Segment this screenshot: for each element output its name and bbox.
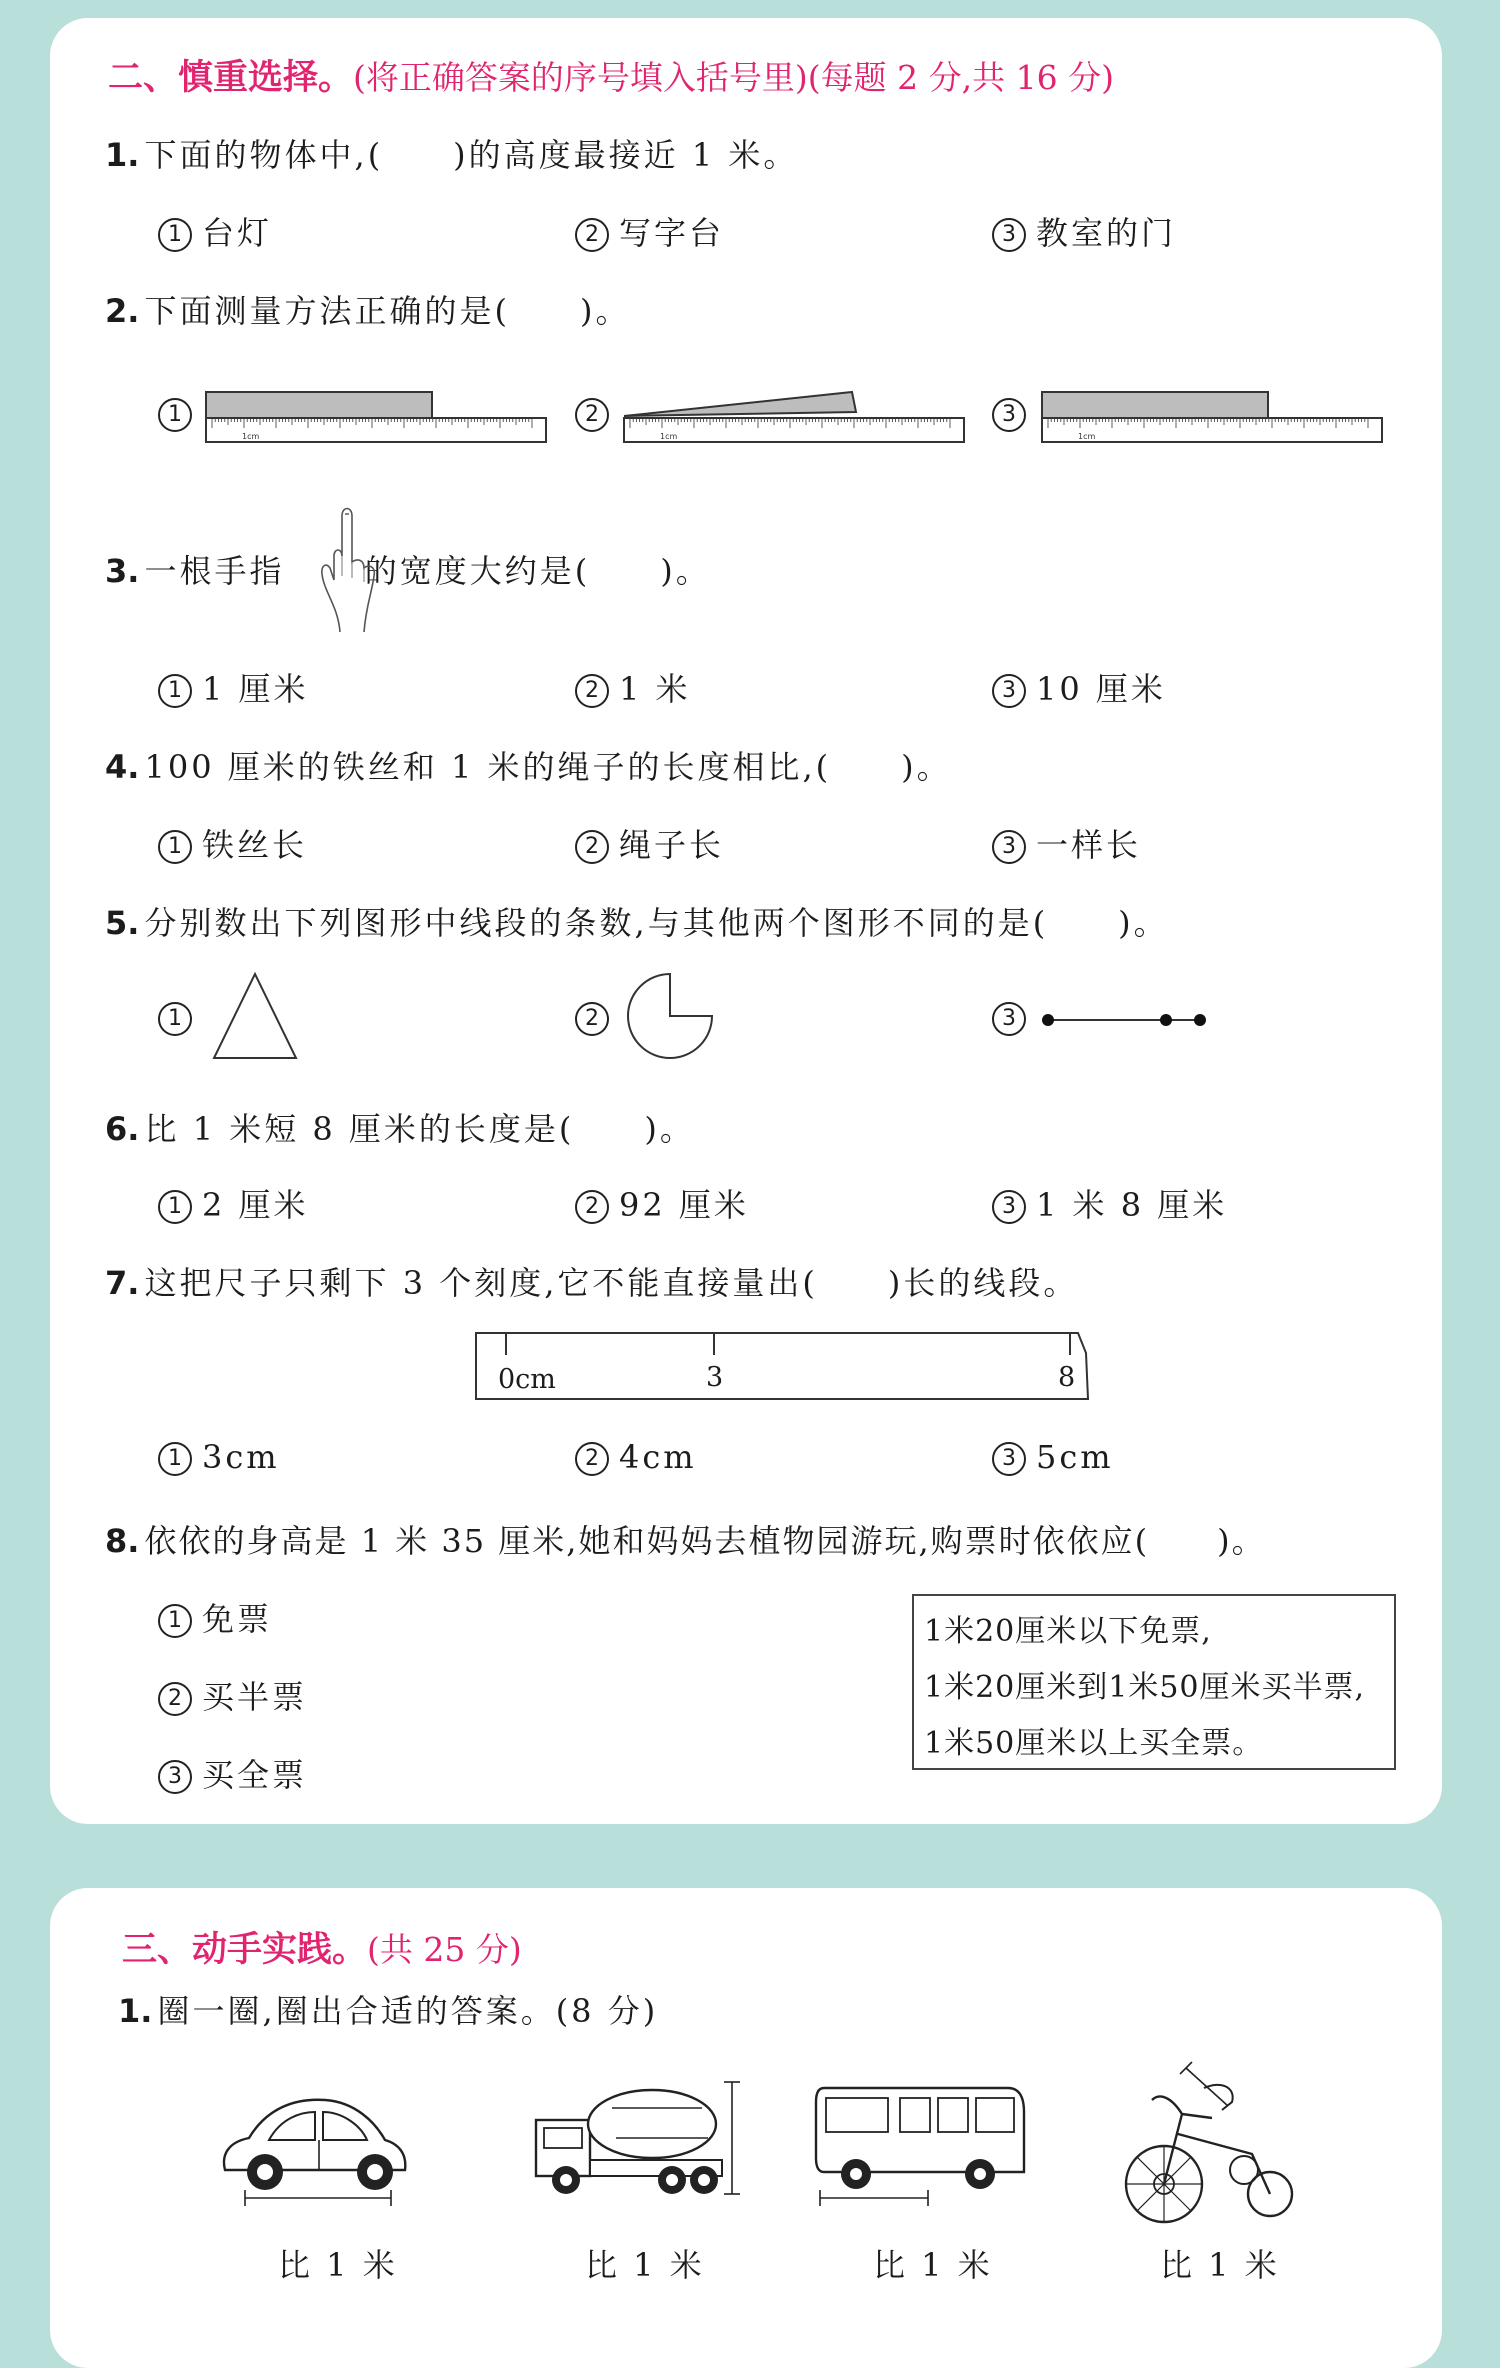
option-mark: 3	[992, 1190, 1026, 1224]
tricycle-icon	[1112, 2058, 1302, 2228]
option-mark: 2	[575, 830, 609, 864]
cement-truck-icon	[532, 2068, 744, 2208]
section-3-title	[122, 1922, 522, 1972]
q1-option-1[interactable]	[158, 208, 272, 254]
bus-icon	[808, 2068, 1030, 2208]
q1-option-2[interactable]	[575, 208, 724, 254]
segment-points-icon	[1040, 1010, 1210, 1030]
q8-option-2[interactable]	[158, 1672, 307, 1718]
measured-object	[624, 392, 856, 416]
question-number: 4.	[105, 748, 140, 786]
option-label: 5cm	[1036, 1438, 1114, 1476]
vehicle-label-car: 比 1 米	[278, 2246, 398, 2284]
question-text: 一根手指	[144, 552, 285, 590]
q4-option-2[interactable]	[575, 820, 724, 866]
question-number: 6.	[105, 1110, 140, 1148]
ruler-measure-3-icon	[1040, 388, 1390, 452]
option-mark: 3	[992, 218, 1026, 252]
ruler-measure-1-icon	[204, 388, 554, 452]
question-text: 下面的物体中,( )的高度最接近 1 米。	[144, 136, 799, 174]
question-number: 8.	[105, 1522, 140, 1560]
option-mark: 2	[575, 1002, 609, 1036]
option-mark: 2	[575, 218, 609, 252]
question-text: 分别数出下列图形中线段的条数,与其他两个图形不同的是( )。	[144, 904, 1169, 942]
question-3	[105, 546, 711, 592]
q2-option-3[interactable]	[992, 394, 1036, 432]
ticket-rule-3: 1米50厘米以上买全票。	[924, 1726, 1264, 1761]
option-label: 1 厘米	[202, 670, 309, 708]
option-label: 买半票	[202, 1678, 308, 1716]
option-label: 买全票	[202, 1756, 308, 1794]
option-mark: 2	[575, 1190, 609, 1224]
q1-option-3[interactable]	[992, 208, 1176, 254]
question-text-after: 的宽度大约是( )。	[364, 552, 711, 590]
q7-option-1[interactable]	[158, 1438, 280, 1476]
question-number: 2.	[105, 292, 140, 330]
option-mark: 3	[992, 830, 1026, 864]
option-label: 台灯	[202, 214, 273, 252]
question-5	[105, 898, 1169, 944]
vehicle-label-truck: 比 1 米	[585, 2246, 705, 2284]
question-number: 1.	[118, 1992, 153, 2030]
option-mark: 2	[575, 674, 609, 708]
broken-ruler-icon	[474, 1331, 1094, 1411]
question-text: 圈一圈,圈出合适的答案。(8 分)	[157, 1992, 659, 2030]
q6-option-1[interactable]	[158, 1180, 309, 1226]
option-mark: 1	[158, 398, 192, 432]
question-text: 100 厘米的铁丝和 1 米的绳子的长度相比,( )。	[144, 748, 952, 786]
section-3-heading: 三、动手实践。	[122, 1930, 368, 1970]
option-mark: 1	[158, 1442, 192, 1476]
option-label: 10 厘米	[1036, 670, 1166, 708]
option-mark: 2	[575, 1442, 609, 1476]
q5-option-3[interactable]	[992, 998, 1036, 1036]
ruler-label-3: 3	[706, 1362, 724, 1393]
question-text: 比 1 米短 8 厘米的长度是( )。	[144, 1110, 695, 1148]
option-mark: 2	[575, 398, 609, 432]
ruler-measure-2-icon	[622, 380, 972, 452]
section-2-title	[108, 50, 1114, 100]
q6-option-3[interactable]	[992, 1180, 1227, 1226]
option-mark: 3	[992, 398, 1026, 432]
option-label: 铁丝长	[202, 826, 308, 864]
option-mark: 1	[158, 674, 192, 708]
measured-object	[1042, 392, 1268, 418]
option-mark: 3	[158, 1760, 192, 1794]
q5-option-2[interactable]	[575, 998, 619, 1036]
q2-option-1[interactable]	[158, 394, 202, 432]
ticket-rule-2: 1米20厘米到1米50厘米买半票,	[924, 1670, 1366, 1705]
section-2-heading: 二、慎重选择。	[108, 58, 354, 98]
q8-option-1[interactable]	[158, 1594, 272, 1640]
q7-option-3[interactable]	[992, 1438, 1114, 1476]
q7-option-2[interactable]	[575, 1438, 697, 1476]
vehicle-label-tricycle: 比 1 米	[1160, 2246, 1280, 2284]
section-3-card	[50, 1888, 1442, 2368]
section-3-note: (共 25 分)	[367, 1930, 522, 1969]
ruler-label-0: 0cm	[498, 1364, 556, 1395]
question-number: 3.	[105, 552, 140, 590]
question-number: 5.	[105, 904, 140, 942]
q4-option-3[interactable]	[992, 820, 1141, 866]
question-8	[105, 1516, 1266, 1562]
option-label: 3cm	[202, 1438, 280, 1476]
question-1	[105, 130, 798, 176]
option-label: 1 米 8 厘米	[1036, 1186, 1228, 1224]
ruler-label-8: 8	[1058, 1362, 1076, 1393]
q4-option-1[interactable]	[158, 820, 307, 866]
option-mark: 3	[992, 1002, 1026, 1036]
option-mark: 1	[158, 1002, 192, 1036]
q6-option-2[interactable]	[575, 1180, 749, 1226]
question-2	[105, 286, 631, 332]
section-2-card	[50, 18, 1442, 1824]
question-text: 依依的身高是 1 米 35 厘米,她和妈妈去植物园游玩,购票时依依应( )。	[144, 1522, 1266, 1560]
question-number: 7.	[105, 1264, 140, 1302]
option-mark: 1	[158, 218, 192, 252]
ruler-unit-label: 1cm	[242, 432, 260, 441]
option-label: 免票	[202, 1600, 273, 1638]
sector-icon	[624, 970, 720, 1066]
finger-icon	[318, 496, 380, 632]
q3-option-3[interactable]	[992, 664, 1166, 710]
option-mark: 1	[158, 1190, 192, 1224]
q8-option-3[interactable]	[158, 1750, 307, 1796]
option-label: 绳子长	[619, 826, 725, 864]
question-number: 1.	[105, 136, 140, 174]
ticket-rules-box	[912, 1594, 1396, 1770]
vehicle-label-bus: 比 1 米	[873, 2246, 993, 2284]
option-label: 1 米	[619, 670, 691, 708]
question-text: 这把尺子只剩下 3 个刻度,它不能直接量出( )长的线段。	[144, 1264, 1079, 1302]
option-mark: 3	[992, 1442, 1026, 1476]
q5-option-1[interactable]	[158, 998, 202, 1036]
ruler-unit-label: 1cm	[660, 432, 678, 441]
q3-option-2[interactable]	[575, 664, 691, 710]
question-7	[105, 1258, 1078, 1304]
option-label: 4cm	[619, 1438, 697, 1476]
option-label: 写字台	[619, 214, 725, 252]
option-label: 一样长	[1036, 826, 1142, 864]
option-label: 2 厘米	[202, 1186, 309, 1224]
option-label: 92 厘米	[619, 1186, 749, 1224]
question-4	[105, 742, 952, 788]
option-label: 教室的门	[1036, 214, 1177, 252]
q2-option-2[interactable]	[575, 394, 619, 432]
section-2-note: (将正确答案的序号填入括号里)(每题 2 分,共 16 分)	[353, 58, 1114, 97]
section-3-question-1	[118, 1986, 658, 2032]
question-text: 下面测量方法正确的是( )。	[144, 292, 631, 330]
option-mark: 2	[158, 1682, 192, 1716]
q3-option-1[interactable]	[158, 664, 309, 710]
ruler-unit-label: 1cm	[1078, 432, 1096, 441]
car-icon	[215, 2088, 411, 2208]
option-mark: 3	[992, 674, 1026, 708]
option-mark: 1	[158, 1604, 192, 1638]
question-6	[105, 1104, 695, 1150]
option-mark: 1	[158, 830, 192, 864]
triangle-icon	[210, 970, 300, 1062]
ticket-rule-1: 1米20厘米以下免票,	[924, 1614, 1212, 1649]
measured-object	[206, 392, 432, 418]
